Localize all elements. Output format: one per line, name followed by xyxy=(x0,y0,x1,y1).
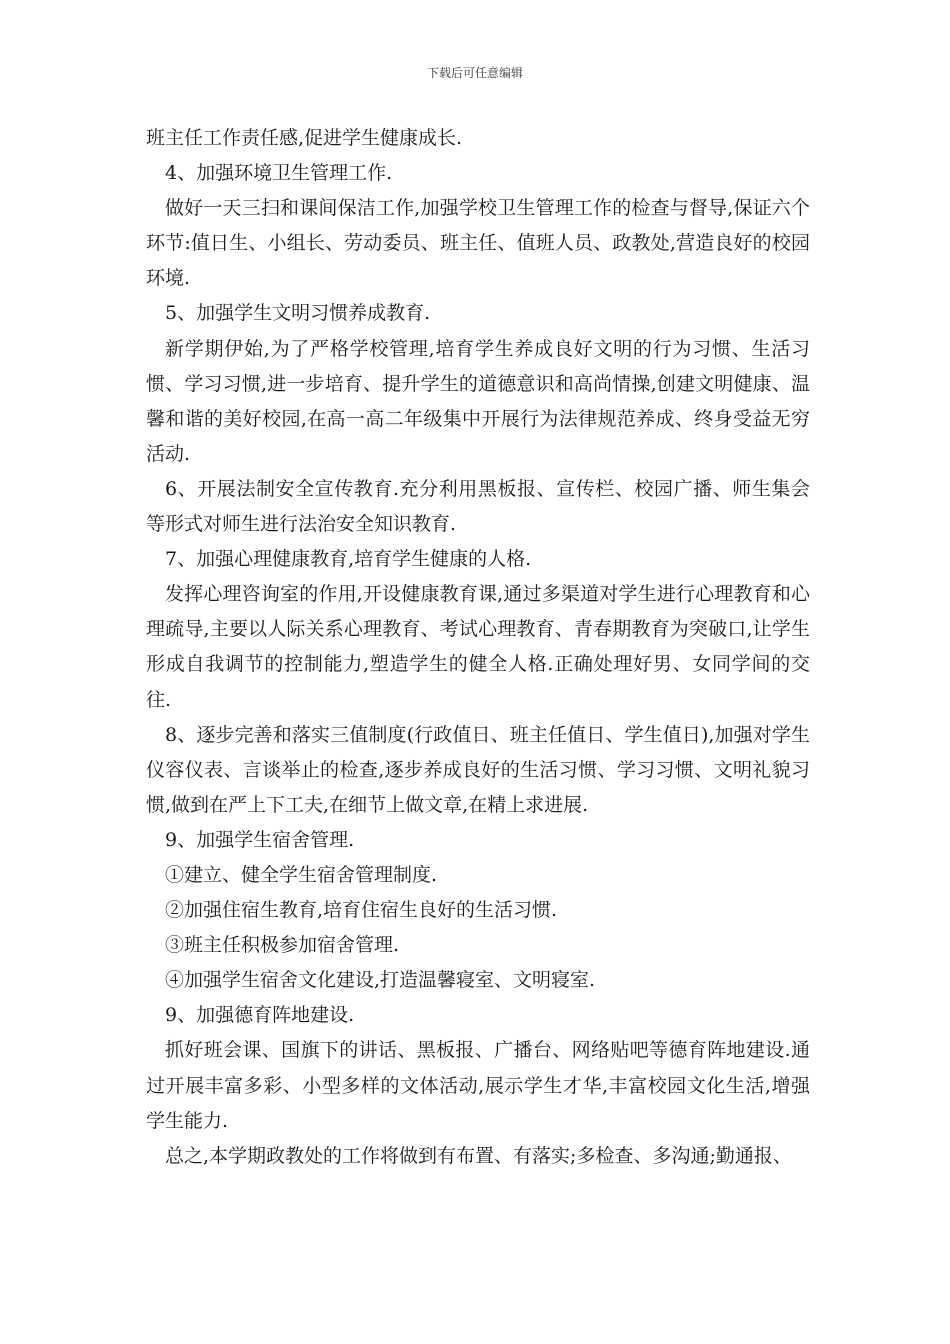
paragraph: 6、开展法制安全宣传教育.充分利用黑板报、宣传栏、校园广播、师生集会等形式对师生进行法治安全知识教育. xyxy=(146,477,810,536)
page-header: 下载后可任意编辑 xyxy=(426,66,523,80)
paragraph: 班主任工作责任感,促进学生健康成长. xyxy=(146,127,463,149)
list-item: ④加强学生宿舍文化建设,打造温馨寝室、文明寝室. xyxy=(165,969,596,992)
paragraph: 发挥心理咨询室的作用,开设健康教育课,通过多渠道对学生进行心理教育和心理疏导,主要以人际关系心理教育、考试心理教育、青春期教育为突破口,让学生形成自我调节的控制能力,塑造学生的健全人格.正确处理好男、女同学间的交往. xyxy=(146,583,810,711)
list-item: ③班主任积极参加宿舍管理. xyxy=(165,934,400,957)
paragraph: 做好一天三扫和课间保洁工作,加强学校卫生管理工作的检查与督导,保证六个环节:值日生、小组长、劳动委员、班主任、值班人员、政教处,营造良好的校园环境. xyxy=(146,197,810,290)
section-heading: 9、加强学生宿舍管理. xyxy=(165,828,355,851)
paragraph: 总之,本学期政教处的工作将做到有布置、有落实;多检查、多沟通;勤通报、 xyxy=(165,1144,792,1167)
document-body xyxy=(146,121,810,1174)
section-heading: 9、加强德育阵地建设. xyxy=(165,1004,355,1027)
section-heading: 7、加强心理健康教育,培育学生健康的人格. xyxy=(165,548,532,571)
section-heading: 5、加强学生文明习惯养成教育. xyxy=(165,302,431,325)
list-item: ②加强住宿生教育,培育住宿生良好的生活习惯. xyxy=(165,899,558,922)
section-heading: 4、加强环境卫生管理工作. xyxy=(165,162,393,185)
paragraph: 抓好班会课、国旗下的讲话、黑板报、广播台、网络贴吧等德育阵地建设.通过开展丰富多彩、小型多样的文体活动,展示学生才华,丰富校园文化生活,增强学生能力. xyxy=(146,1039,810,1132)
paragraph: 8、逐步完善和落实三值制度(行政值日、班主任值日、学生值日),加强对学生仪容仪表、言谈举止的检查,逐步养成良好的生活习惯、学习习惯、文明礼貌习惯,做到在严上下工夫,在细节上做文章,在精上求进展. xyxy=(146,723,810,816)
paragraph: 新学期伊始,为了严格学校管理,培育学生养成良好文明的行为习惯、生活习惯、学习习惯,进一步培育、提升学生的道德意识和高尚情操,创建文明健康、温馨和谐的美好校园,在高一高二年级集中开展行为法律规范养成、终身受益无穷活动. xyxy=(146,337,810,465)
list-item: ①建立、健全学生宿舍管理制度. xyxy=(165,863,438,886)
